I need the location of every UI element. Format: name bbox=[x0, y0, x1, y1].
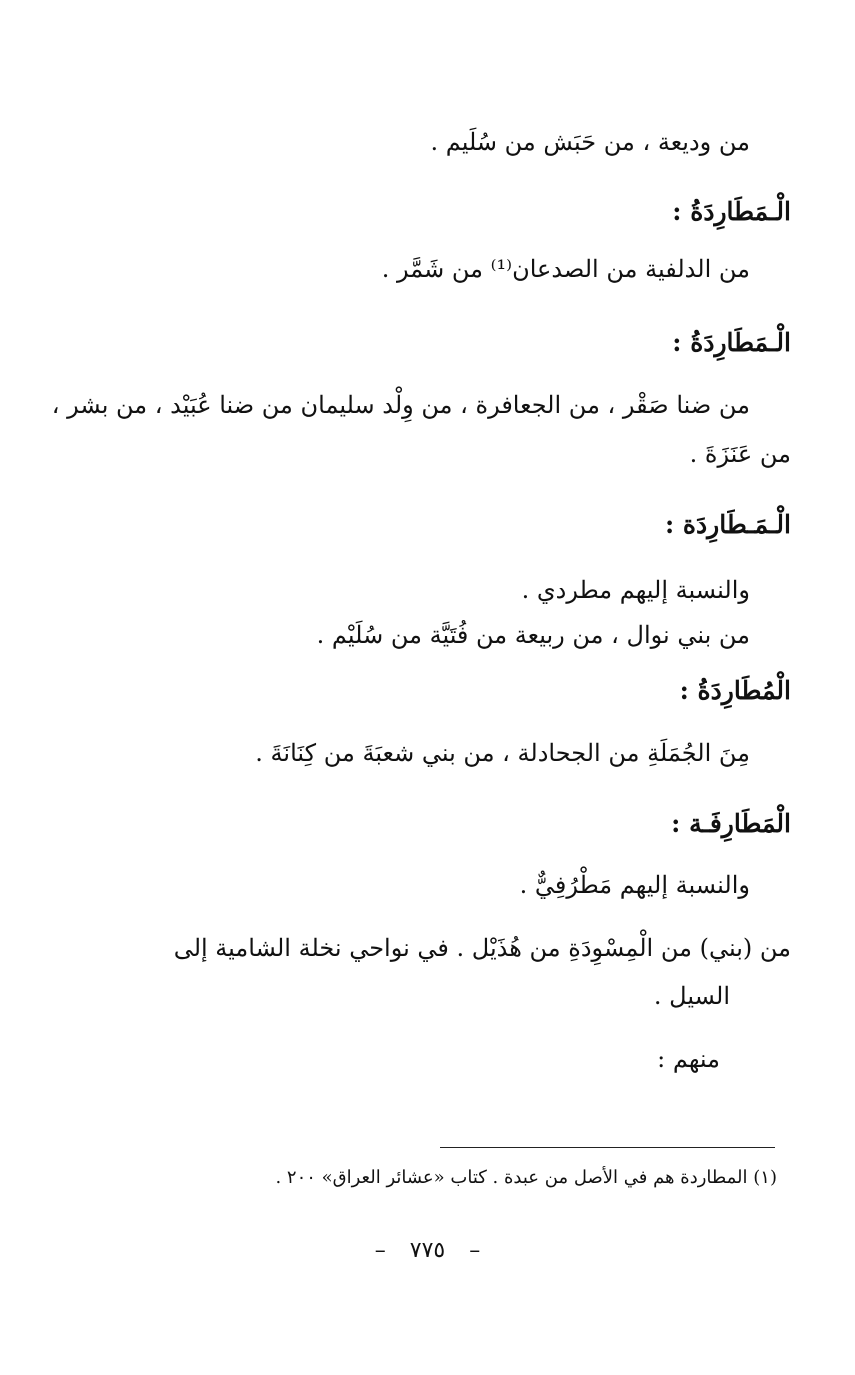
text-line: والنسبة إليهم مَطْرُفِيٌّ . bbox=[519, 871, 750, 899]
text-line: السيل . bbox=[653, 982, 730, 1010]
text-line: من ضنا صَقْر ، من الجعافرة ، من وِلْد سليمان من ضنا عُبَيْد ، من بشر ، bbox=[51, 391, 750, 419]
footnote: (١) المطاردة هم في الأصل من عبدة . كتاب «عشائر العراق» ٢٠٠ . bbox=[275, 1167, 777, 1188]
section-heading: الْمَطَارِفَـة : bbox=[671, 809, 791, 838]
page-number-value: ٧٧٥ bbox=[409, 1238, 446, 1263]
text-line: من الدلفية من الصدعان⁽¹⁾ من شَمَّر . bbox=[381, 255, 750, 283]
page-number: – ٧٧٥ – bbox=[374, 1238, 481, 1263]
text-line: من (بني) من الْمِسْوِدَةِ من هُذَيْل . في نواحي نخلة الشامية إلى bbox=[173, 934, 791, 962]
text-line: والنسبة إليهم مطردي . bbox=[521, 576, 750, 604]
footnote-divider bbox=[440, 1147, 775, 1148]
text-line: مِنَ الجُمَلَةِ من الجحادلة ، من بني شعبَةَ من كِنَانَةَ . bbox=[255, 739, 750, 767]
text-line: من بني نوال ، من ربيعة من فُتَيَّة من سُلَيْم . bbox=[316, 621, 750, 649]
section-heading: الْـمَـطَارِدَة : bbox=[664, 510, 791, 539]
section-heading: الْـمَطَارِدَةُ : bbox=[672, 197, 791, 226]
text-line: من وديعة ، من حَبَش من سُلَيم . bbox=[430, 128, 750, 156]
text-line: منهم : bbox=[657, 1045, 720, 1073]
section-heading: الْمُطَارِدَةُ : bbox=[679, 676, 791, 705]
section-heading: الْـمَطَارِدَةُ : bbox=[672, 328, 791, 357]
text-line: من عَنَزَةَ . bbox=[689, 440, 791, 468]
